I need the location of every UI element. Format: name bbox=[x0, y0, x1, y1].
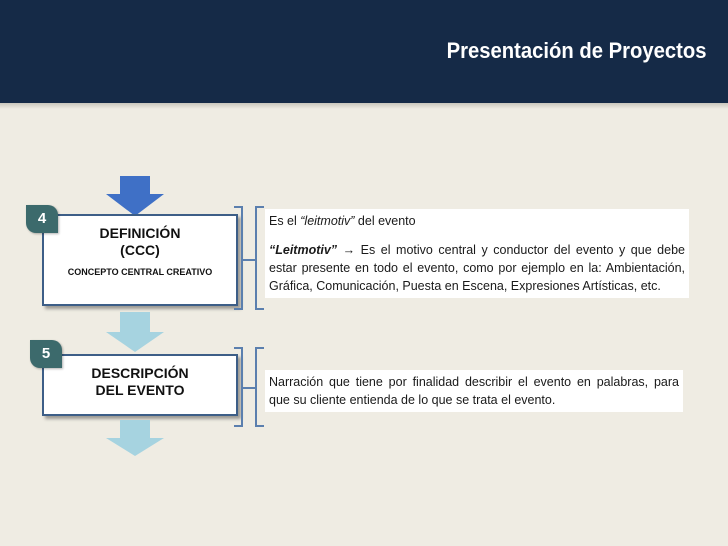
step-description-definicion bbox=[265, 209, 689, 298]
down-arrow-icon bbox=[106, 312, 164, 352]
step-title-line2: DEL EVENTO bbox=[95, 382, 185, 398]
bracket-right-5 bbox=[254, 346, 264, 428]
down-arrow-icon bbox=[106, 420, 164, 456]
header-bar bbox=[0, 0, 728, 103]
header-shadow bbox=[0, 103, 728, 109]
page-title: Presentación de Proyectos bbox=[446, 38, 706, 63]
step-title-line1: DEFINICIÓN bbox=[99, 225, 181, 241]
step-subtitle: CONCEPTO CENTRAL CREATIVO bbox=[67, 267, 213, 277]
down-arrow-icon bbox=[106, 176, 164, 216]
step-title-line2: (CCC) bbox=[120, 242, 160, 258]
evento-description-text: Narración que tiene por finalidad describir el evento en palabras, para que su cliente entienda de lo que se trata el evento. bbox=[269, 375, 679, 407]
step-box-descripcion bbox=[42, 354, 238, 416]
bracket-right-4 bbox=[254, 205, 264, 311]
step-box-definicion bbox=[42, 214, 238, 306]
step-number-badge: 4 bbox=[26, 205, 58, 233]
leitmotiv-intro: Es el “leitmotiv” del evento bbox=[269, 214, 416, 228]
step-title-line1: DESCRIPCIÓN bbox=[91, 365, 189, 381]
right-arrow-icon: → bbox=[342, 243, 356, 257]
leitmotiv-definition: “Leitmotiv” → Es el motivo central y conductor del evento y que debe estar presente en todo el evento, como por ejemplo en la: Ambientación, Gráfica, Comunicación, Puesta en Escena, Expresiones Artísticas, etc. bbox=[269, 243, 685, 293]
step-number-badge: 5 bbox=[30, 340, 62, 368]
step-description-evento bbox=[265, 370, 683, 412]
bracket-left-4 bbox=[234, 205, 244, 311]
